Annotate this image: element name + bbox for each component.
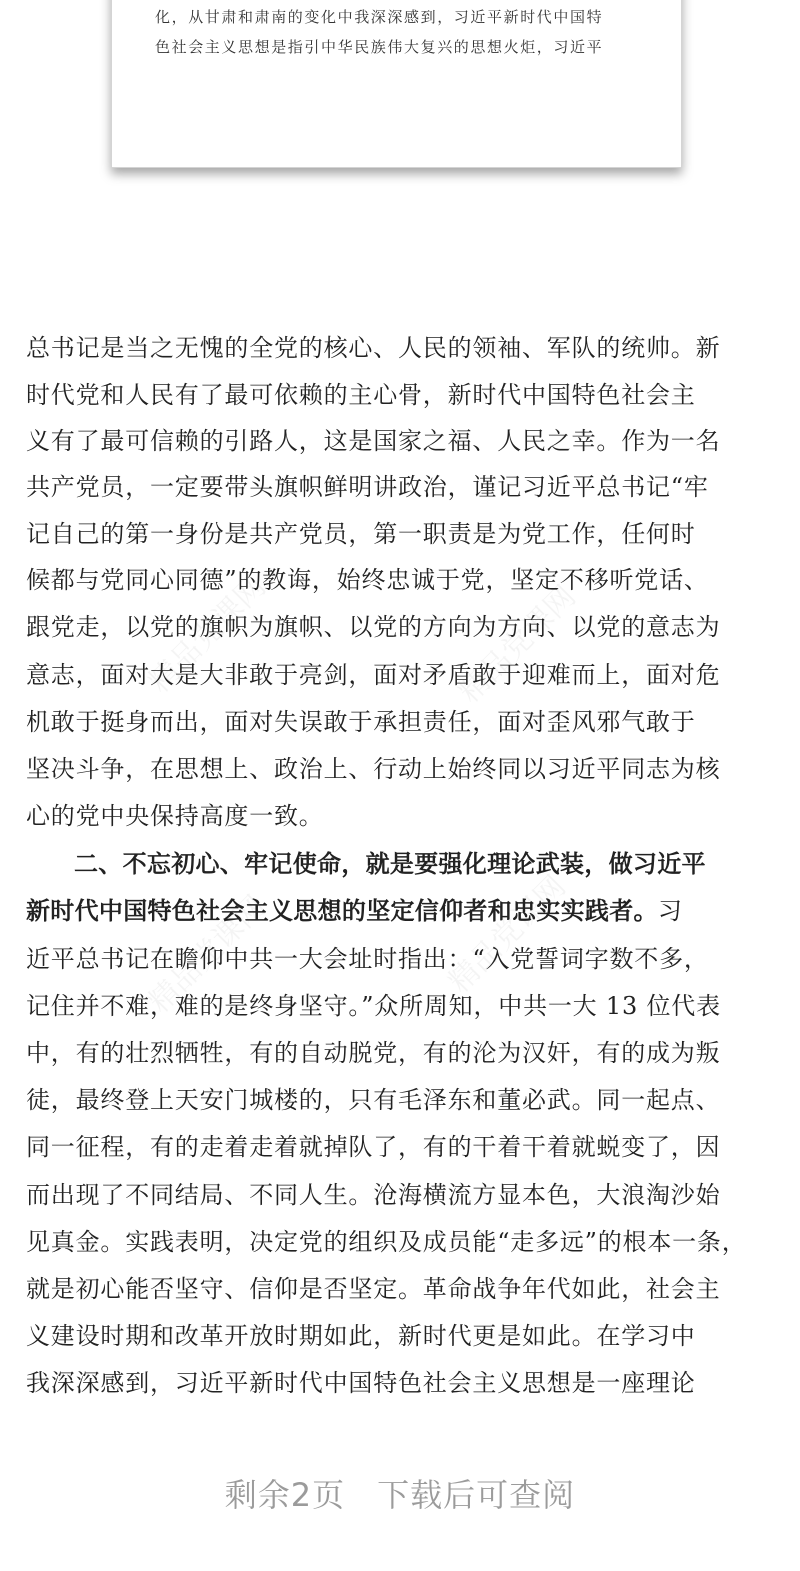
paragraph-line: 时代党和人民有了最可依赖的主心骨，新时代中国特色社会主 xyxy=(26,381,696,409)
paragraph-line: 记自己的第一身份是共产党员，第一职责是为党工作，任何时 xyxy=(26,520,696,548)
paragraph-line: 总书记是当之无愧的全党的核心、人民的领袖、军队的统帅。新 xyxy=(26,334,721,362)
preview-line: 化，从甘肃和肃南的变化中我深深感到，习近平新时代中国特 xyxy=(155,8,604,26)
paragraph-line: 近平总书记在瞻仰中共一大会址时指出：“入党誓词字数不多， xyxy=(26,945,709,973)
download-prompt[interactable] xyxy=(0,1470,800,1516)
watermark-text xyxy=(436,863,573,1000)
paragraph-text: 习 xyxy=(657,897,683,925)
paragraph-line: 机敢于挺身而出，面对失误敢于承担责任，面对歪风邪气敢于 xyxy=(26,708,696,736)
paragraph-line: 义有了最可信赖的引路人，这是国家之福、人民之幸。作为一名 xyxy=(26,427,721,455)
paragraph-line: 见真金。实践表明，决定党的组织及成员能“走多远”的根本一条， xyxy=(26,1228,747,1256)
section-heading: 二、不忘初心、牢记使命，就是要强化理论武装，做习近平 xyxy=(74,850,706,878)
paragraph-line: 跟党走，以党的旗帜为旗帜、以党的方向为方向、以党的意志为 xyxy=(26,613,721,641)
paragraph-line: 意志，面对大是大非敢于亮剑，面对矛盾敢于迎难而上，面对危 xyxy=(26,661,721,689)
paragraph-line: 徒，最终登上天安门城楼的，只有毛泽东和董必武。同一起点、 xyxy=(26,1086,721,1114)
paragraph-line: 共产党员，一定要带头旗帜鲜明讲政治，谨记习近平总书记“牢 xyxy=(26,473,709,501)
section-heading-continued: 新时代中国特色社会主义思想的坚定信仰者和忠实实践者。 xyxy=(26,897,658,925)
remaining-pages-label[interactable]: 剩余2页 xyxy=(224,1476,346,1514)
download-to-read-label[interactable]: 下载后可查阅 xyxy=(377,1476,576,1514)
paragraph-line: 心的党中央保持高度一致。 xyxy=(26,802,324,830)
document-preview-card xyxy=(111,0,682,168)
paragraph-line: 同一征程，有的走着走着就掉队了，有的干着干着就蜕变了，因 xyxy=(26,1133,721,1161)
paragraph-line: 就是初心能否坚守、信仰是否坚定。革命战争年代如此，社会主 xyxy=(26,1275,721,1303)
preview-line: 色社会主义思想是指引中华民族伟大复兴的思想火炬，习近平 xyxy=(155,38,604,56)
paragraph-line: 候都与党同心同德”的教诲，始终忠诚于党，坚定不移听党话、 xyxy=(26,566,709,594)
paragraph-line: 坚决斗争，在思想上、政治上、行动上始终同以习近平同志为核 xyxy=(26,755,721,783)
paragraph-line: 而出现了不同结局、不同人生。沧海横流方显本色，大浪淘沙始 xyxy=(26,1181,721,1209)
paragraph-line: 义建设时期和改革开放时期如此，新时代更是如此。在学习中 xyxy=(26,1322,696,1350)
paragraph-line: 我深深感到，习近平新时代中国特色社会主义思想是一座理论 xyxy=(26,1369,696,1397)
heading-continuation-line xyxy=(26,896,786,926)
paragraph-line: 中，有的壮烈牺牲，有的自动脱党，有的沦为汉奸，有的成为叛 xyxy=(26,1039,721,1067)
paragraph-line: 记住并不难，难的是终身坚守。”众所周知，中共一大 13 位代表 xyxy=(26,992,721,1020)
